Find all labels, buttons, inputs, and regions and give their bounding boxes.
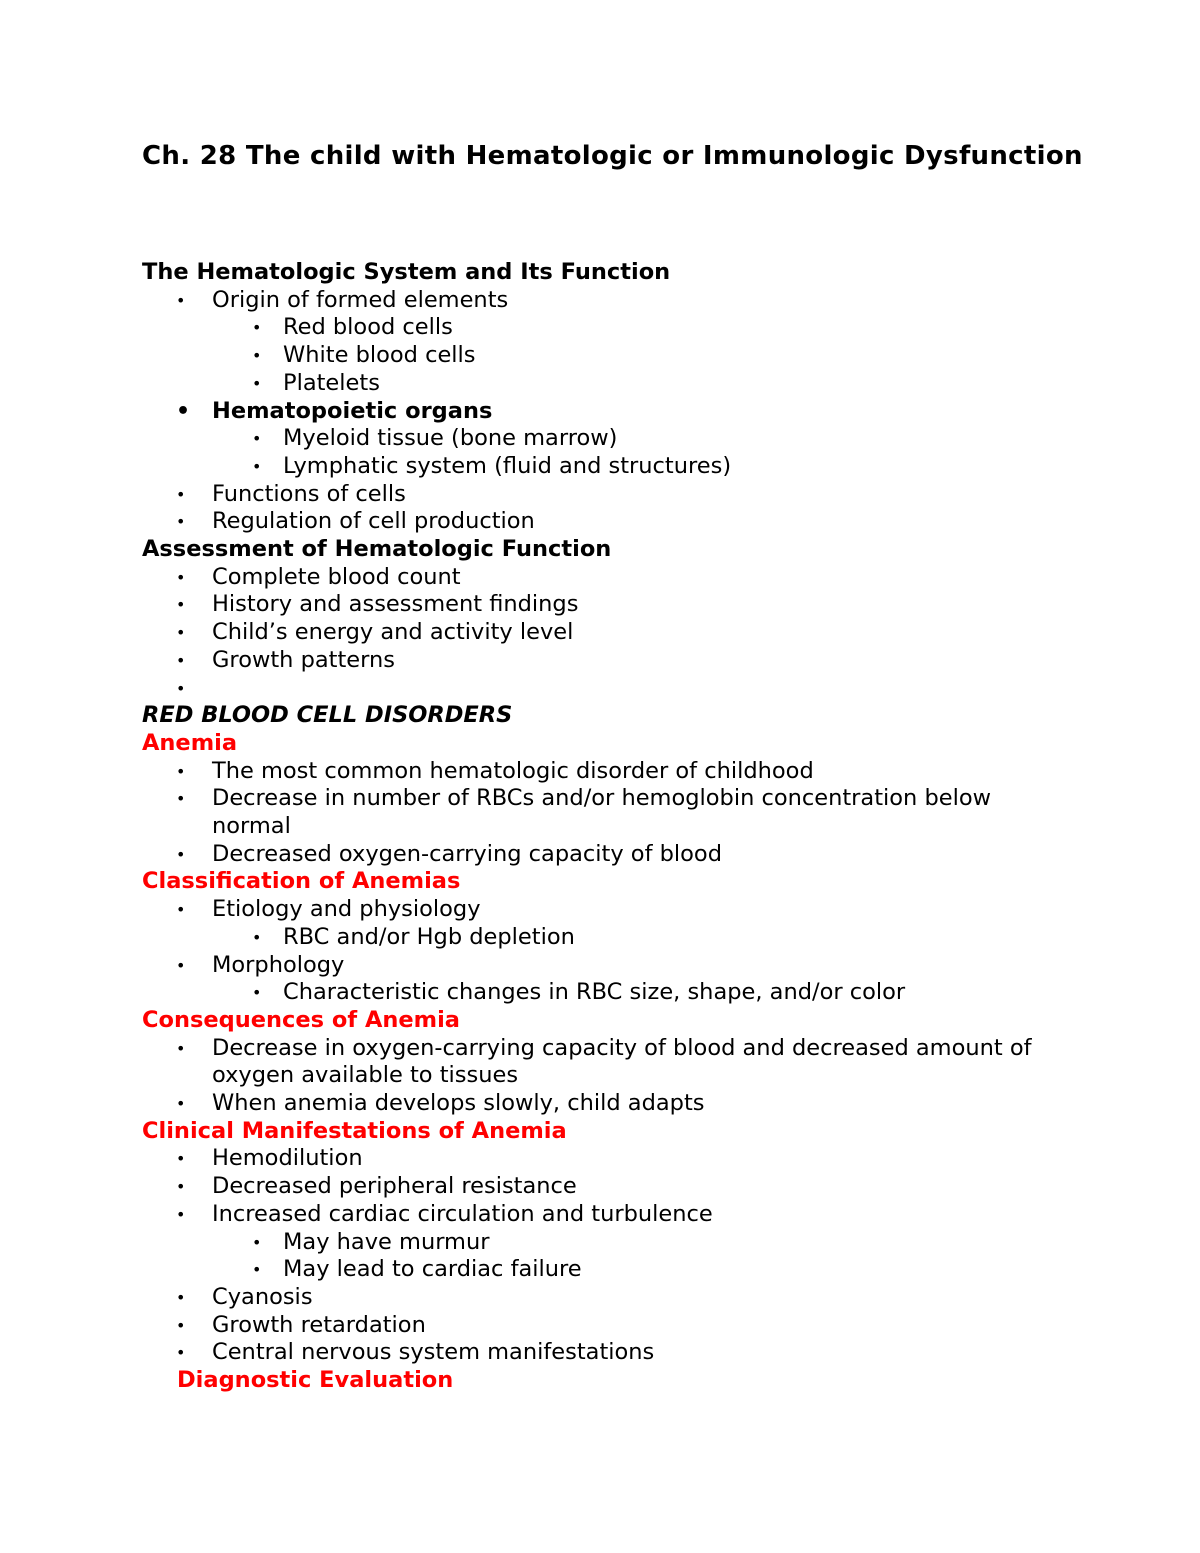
- document-body: [142, 259, 1052, 1395]
- list-item: [142, 287, 1052, 315]
- list-item-text: Decrease in oxygen-carrying capacity of blood and decreased amount of oxygen available to tissues: [212, 1034, 1032, 1089]
- bullet-icon: •: [176, 1204, 186, 1224]
- list-item-text: Lymphatic system (fluid and structures): [283, 452, 732, 479]
- bullet-icon: •: [252, 1232, 262, 1252]
- list-item-text: Functions of cells: [212, 480, 406, 507]
- sub-list-item: [142, 924, 1052, 952]
- bullet-icon: •: [252, 456, 262, 476]
- list-item: [142, 1035, 1052, 1090]
- list-item-text: Characteristic changes in RBC size, shape, and/or color: [283, 979, 906, 1006]
- bullet-icon: •: [176, 623, 186, 643]
- bullet-icon: •: [176, 844, 186, 864]
- list-item: [142, 758, 1052, 786]
- bullet-icon: •: [252, 983, 262, 1003]
- list-item: [142, 647, 1052, 675]
- list-item-text: Etiology and physiology: [212, 896, 481, 923]
- list-item: [142, 1145, 1052, 1173]
- sub-list-item: [142, 314, 1052, 342]
- bullet-icon: •: [176, 650, 186, 670]
- list-item-text: Decreased oxygen-carrying capacity of blood: [212, 840, 722, 867]
- sub-list-item: [142, 342, 1052, 370]
- bullet-icon: •: [252, 1260, 262, 1280]
- list-item: [142, 481, 1052, 509]
- list-item: [142, 1090, 1052, 1118]
- bullet-icon: •: [176, 1288, 186, 1307]
- section-heading-red-blood-cell-disorders: RED BLOOD CELL DISORDERS: [142, 702, 513, 729]
- list-item-text: History and assessment findings: [212, 591, 579, 618]
- bullet-icon: •: [176, 290, 186, 310]
- list-item: [142, 619, 1052, 647]
- bullet-icon: •: [176, 595, 186, 615]
- sub-list-item: [142, 1256, 1052, 1284]
- list-item-text: Increased cardiac circulation and turbulence: [212, 1200, 713, 1227]
- bullet-icon: •: [176, 398, 191, 424]
- bullet-icon: •: [176, 900, 186, 920]
- bullet-icon: •: [176, 1177, 186, 1197]
- list-item-text: May lead to cardiac failure: [283, 1256, 582, 1283]
- list-item: [142, 508, 1052, 536]
- list-item: [142, 398, 1052, 426]
- list-item-text: Growth patterns: [212, 646, 395, 673]
- list-item-text: When anemia develops slowly, child adapts: [212, 1090, 705, 1117]
- section-heading-anemia: Anemia: [142, 729, 238, 756]
- bullet-icon: •: [176, 789, 186, 809]
- section-heading-clinical-manifestations-of-anemia: Clinical Manifestations of Anemia: [142, 1117, 567, 1144]
- list-item-text: Platelets: [283, 369, 380, 396]
- list-item-text: Hematopoietic organs: [212, 397, 493, 424]
- bullet-icon: •: [252, 429, 262, 449]
- list-item: [142, 1339, 1052, 1367]
- bullet-icon: •: [176, 1094, 186, 1114]
- list-item-text: Cyanosis: [212, 1284, 313, 1310]
- list-item: [142, 1173, 1052, 1201]
- sub-list-item: [142, 979, 1052, 1007]
- list-item-text: Origin of formed elements: [212, 286, 509, 313]
- list-item: [142, 1284, 1052, 1312]
- list-item-text: Decrease in number of RBCs and/or hemoglobin concentration below normal: [212, 785, 992, 840]
- bullet-icon: •: [176, 1149, 186, 1169]
- bullet-icon: •: [176, 761, 186, 781]
- sub-list-item: [142, 1229, 1052, 1257]
- list-item: [142, 841, 1052, 869]
- section-heading-assessment-of-hematologic-function: Assessment of Hematologic Function: [142, 536, 612, 563]
- bullet-icon: •: [176, 955, 186, 975]
- bullet-icon: •: [176, 567, 186, 587]
- list-item-text: RBC and/or Hgb depletion: [283, 923, 575, 950]
- bullet-icon: •: [176, 678, 186, 698]
- list-item: [142, 675, 1052, 703]
- list-item-text: Decreased peripheral resistance: [212, 1173, 577, 1200]
- section-heading-consequences-of-anemia: Consequences of Anemia: [142, 1006, 460, 1033]
- list-item-text: Child’s energy and activity level: [212, 619, 574, 646]
- list-item: [142, 785, 1052, 840]
- bullet-icon: •: [176, 1343, 186, 1363]
- list-item-text: Complete blood count: [212, 563, 461, 590]
- list-item-text: Myeloid tissue (bone marrow): [283, 425, 618, 452]
- list-item-text: May have murmur: [283, 1228, 490, 1255]
- list-item-text: Morphology: [212, 951, 345, 978]
- list-item: [142, 952, 1052, 980]
- page-title: Ch. 28 The child with Hematologic or Immunologic Dysfunction: [142, 141, 1083, 171]
- list-item-text: Central nervous system manifestations: [212, 1339, 655, 1366]
- bullet-icon: •: [252, 373, 262, 393]
- sub-list-item: [142, 370, 1052, 398]
- list-item: [142, 1312, 1052, 1340]
- bullet-icon: •: [176, 484, 186, 504]
- section-heading-diagnostic-evaluation: Diagnostic Evaluation: [177, 1367, 454, 1394]
- sub-list-item: [142, 453, 1052, 481]
- bullet-icon: •: [176, 512, 186, 532]
- list-item-text: Hemodilution: [212, 1145, 363, 1172]
- list-item-text: Red blood cells: [283, 314, 453, 341]
- list-item-text: White blood cells: [283, 342, 476, 369]
- bullet-icon: •: [252, 346, 262, 366]
- bullet-icon: •: [252, 927, 262, 947]
- bullet-icon: •: [252, 318, 262, 338]
- bullet-icon: •: [176, 1315, 186, 1335]
- sub-list-item: [142, 425, 1052, 453]
- list-item: [142, 1201, 1052, 1229]
- section-heading-the-hematologic-system-and-its-function: The Hematologic System and Its Function: [142, 259, 671, 285]
- list-item-text: The most common hematologic disorder of childhood: [212, 757, 814, 784]
- list-item: [142, 591, 1052, 619]
- section-heading-classification-of-anemias: Classification of Anemias: [142, 868, 461, 895]
- list-item: [142, 564, 1052, 592]
- bullet-icon: •: [176, 1038, 186, 1058]
- list-item-text: Regulation of cell production: [212, 508, 535, 535]
- list-item: [142, 896, 1052, 924]
- list-item-text: Growth retardation: [212, 1311, 426, 1338]
